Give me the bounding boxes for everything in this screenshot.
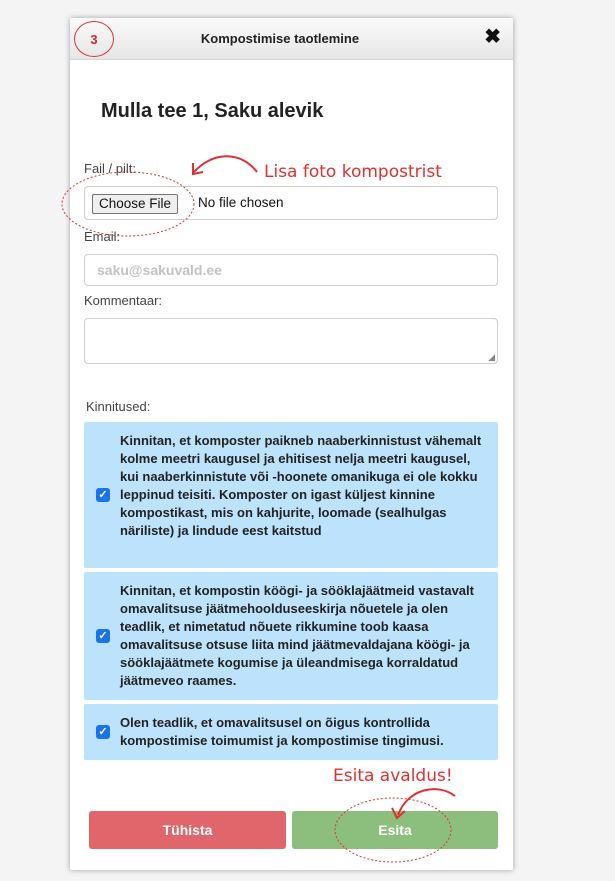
application-modal [70,18,513,870]
comment-textarea[interactable] [84,318,498,364]
email-label: Email: [84,229,121,244]
email-field[interactable] [84,254,498,286]
checkbox-checked-icon[interactable]: ✓ [96,725,110,739]
checkbox-checked-icon[interactable]: ✓ [96,488,110,502]
confirmation-item[interactable] [84,704,498,760]
resize-handle-icon[interactable]: ◢ [488,352,495,362]
close-icon[interactable]: ✖ [484,26,501,48]
comment-label: Kommentaar: [84,293,163,308]
submit-button[interactable]: Esita [292,811,498,849]
confirmation-item[interactable] [84,422,498,568]
choose-file-button[interactable]: Choose File [92,194,178,214]
confirmation-text: Olen teadlik, et omavalitsusel on õigus kontrollida kompostimise toimumist ja kompostimise tingimusi. [120,715,444,748]
file-input[interactable] [84,186,498,220]
modal-title: Kompostimise taotlemine [200,31,360,46]
modal-header [70,18,513,60]
file-label: Fail / pilt: [84,161,137,176]
photo-hint-annotation: Lisa foto kompostrist [264,162,442,182]
property-address: Mulla tee 1, Saku alevik [101,100,324,122]
submit-hint-annotation: Esita avaldus! [333,766,453,786]
confirmations-label: Kinnitused: [86,399,151,414]
confirmation-text: Kinnitan, et komposter paikneb naaberkinnistust vähemalt kolme meetri kaugusel ja ehitisest nelja meetri kaugusel, kui naaberkinnistute või -hoonete omanikuga ei ole kokku leppinud teisiti. Komposter on igast küljest kinnine kompostikast, mis on kahjurite, loomade (sealhulgas näriliste) ja lindude eest kaitstud [120,433,482,538]
confirmation-text: Kinnitan, et kompostin köögi- ja sööklajäätmeid vastavalt omavalitsuse jäätmehoolduseeskirja nõuetele ja olen teadlik, et nimetatud nõuete rikkumine toob kaasa omavalitsuse otsuse liita mind jäätmevaldajana köögi- ja sööklajäätmete kogumise ja üleandmisega korraldatud jäätmeveo raames. [120,583,474,688]
checkbox-checked-icon[interactable]: ✓ [96,629,110,643]
confirmation-item[interactable] [84,572,498,700]
file-status: No file chosen [198,195,284,210]
cancel-button[interactable]: Tühista [89,811,286,849]
step-number-badge: 3 [74,21,114,57]
